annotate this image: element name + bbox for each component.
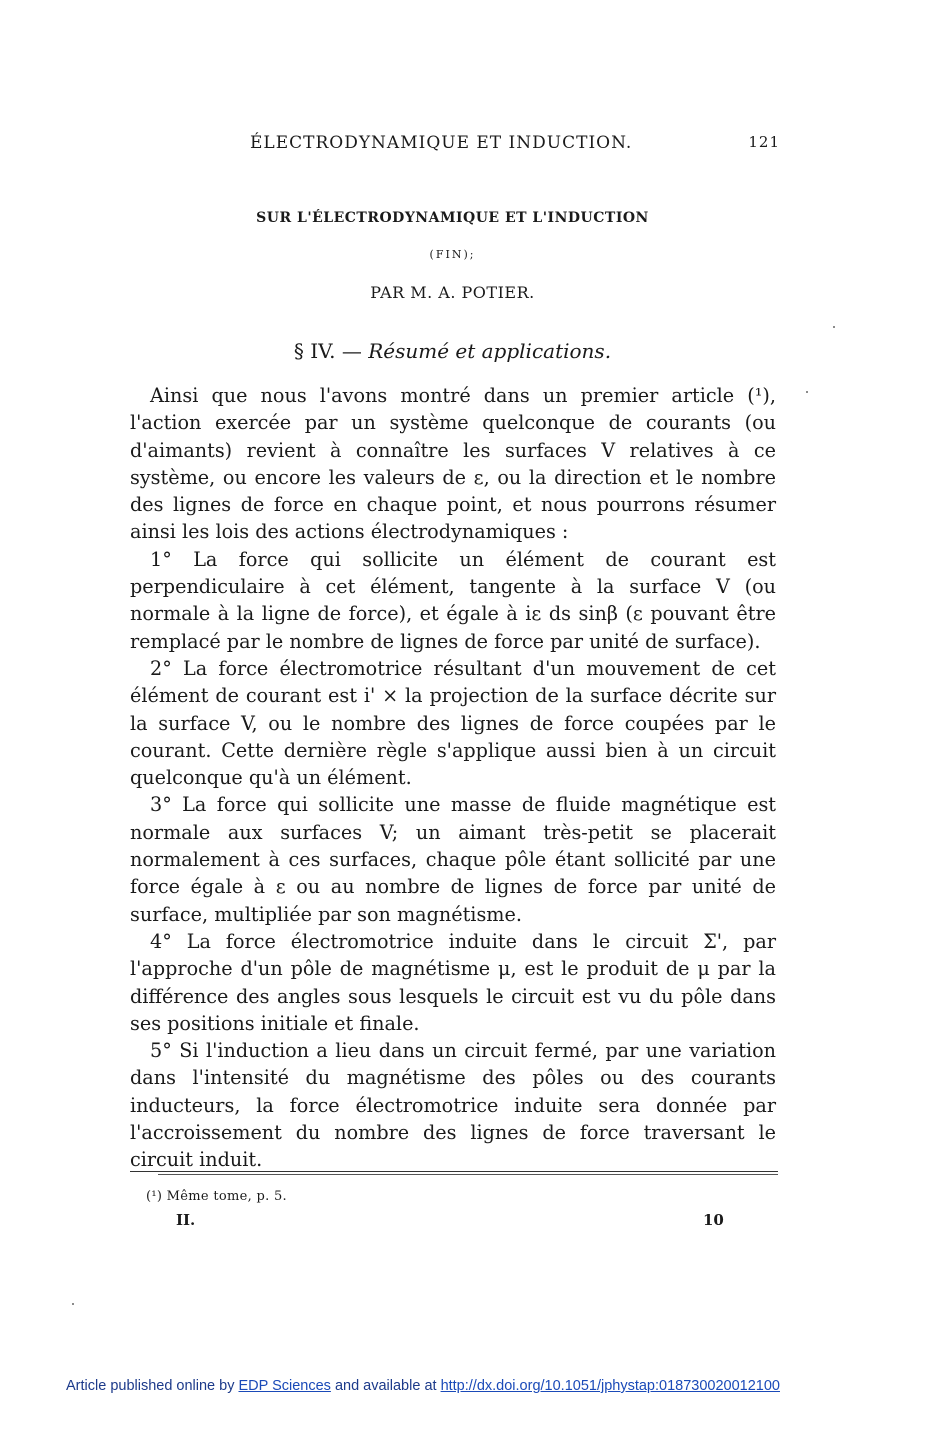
section-number: § IV. — bbox=[293, 339, 362, 363]
section-title: Résumé et applications. bbox=[368, 339, 612, 363]
paragraph-law-1: 1° La force qui sollicite un élément de courant est perpendiculaire à cet élément, tangente à la surface V (ou normale à la ligne de force), et égale à iε ds sinβ (ε pouvant être remplacé par le nombre de lignes de force par unité de surface). bbox=[130, 547, 776, 653]
running-header bbox=[130, 133, 780, 159]
signature-sheet: 10 bbox=[703, 1211, 724, 1229]
publisher-middle: and available at bbox=[334, 1378, 437, 1394]
paragraph-law-2: 2° La force électromotrice résultant d'un mouvement de cet élément de courant est i' × la projection de la surface décrite sur la surface V, ou le nombre des lignes de force coupées par le courant. Cette dernière règle s'applique aussi bien à un circuit quelconque qu'à un élément. bbox=[130, 656, 776, 790]
page-number: 121 bbox=[748, 133, 780, 151]
scan-speck bbox=[806, 391, 808, 393]
article-suffix: (FIN); bbox=[429, 248, 476, 261]
footnote: (¹) Même tome, p. 5. bbox=[146, 1189, 287, 1204]
paragraph-law-3: 3° La force qui sollicite une masse de fluide magnétique est normale aux surfaces V; un aimant très-petit se placerait normalement à ces surfaces, chaque pôle étant sollicité par une force égale à ε ou au nombre de lignes de force par unité de surface, multipliée par son magnétisme. bbox=[130, 793, 776, 926]
paragraph-law-4: 4° La force électromotrice induite dans le circuit Σ', par l'approche d'un pôle de magnétisme μ, est le produit de μ par la différence des angles sous lesquels le circuit est vu du pôle dans ses positions initiale et finale. bbox=[130, 929, 776, 1035]
publisher-prefix: Article published online by bbox=[66, 1378, 235, 1394]
author-line: PAR M. A. POTIER. bbox=[370, 283, 535, 302]
publisher-link[interactable]: EDP Sciences bbox=[238, 1378, 331, 1394]
publisher-footer bbox=[66, 1378, 780, 1394]
doi-link[interactable]: http://dx.doi.org/10.1051/jphystap:018730020012100 bbox=[440, 1378, 780, 1394]
paragraph-law-5: 5° Si l'induction a lieu dans un circuit fermé, par une variation dans l'intensité du magnétisme des pôles ou des courants inducteurs, la force électromotrice induite sera donnée par l'accroissement du nombre des lignes de force traversant le circuit induit. bbox=[130, 1039, 776, 1172]
running-title: ÉLECTRODYNAMIQUE ET INDUCTION. bbox=[250, 133, 633, 153]
body-text bbox=[130, 382, 776, 1174]
footnote-rule bbox=[130, 1171, 778, 1172]
section-heading bbox=[130, 339, 775, 363]
article-title: SUR L'ÉLECTRODYNAMIQUE ET L'INDUCTION bbox=[256, 210, 649, 226]
footnote-rule-secondary bbox=[158, 1174, 778, 1175]
scan-speck bbox=[72, 1303, 74, 1305]
scan-speck bbox=[833, 326, 835, 328]
signature-volume: II. bbox=[176, 1211, 196, 1229]
paragraph-intro: Ainsi que nous l'avons montré dans un premier article (¹), l'action exercée par un système quelconque de courants (ou d'aimants) revient à connaître les surfaces V relatives à ce système, ou encore les valeurs de ε, ou la direction et le nombre des lignes de force en chaque point, et nous pourrons résumer ainsi les lois des actions électrodynamiques : bbox=[130, 384, 776, 544]
